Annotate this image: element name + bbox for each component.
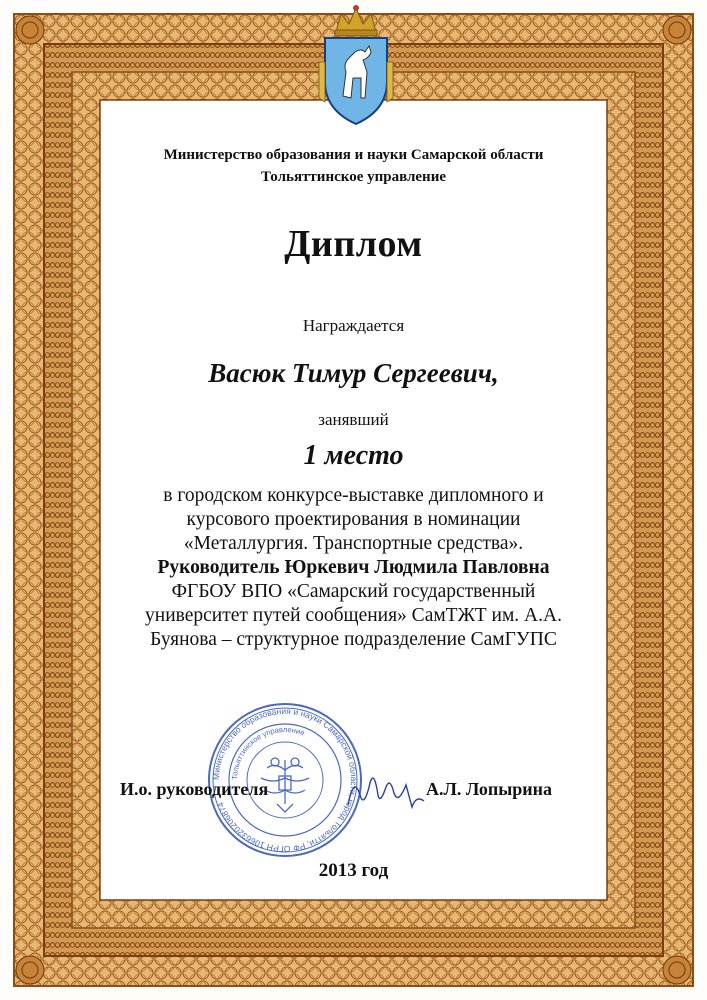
recipient-name: Васюк Тимур Сергеевич, <box>208 358 499 388</box>
stamp-inner-text: Тольяттинское управление <box>229 724 306 781</box>
stamp-outer-text: Министерство образования и науки Самарской области, город Тольятти, РФ ОГРН 1066320206874 <box>210 705 360 855</box>
handwritten-signature-icon <box>340 765 430 815</box>
samara-coat-of-arms-icon <box>313 2 399 130</box>
ministry-header <box>0 144 707 188</box>
signatory-role: И.о. руководителя <box>120 779 269 799</box>
ministry-line-2: Тольяттинское управление <box>260 169 447 185</box>
description-line-2: курсового проектирования в номинации <box>186 509 521 530</box>
place-label: 1 место <box>303 440 404 471</box>
organization-line-2: университет путей сообщения» СамТЖТ им. А.А. <box>145 605 562 626</box>
took-label: занявший <box>318 410 389 429</box>
year-label: 2013 год <box>318 860 389 881</box>
supervisor-line: Руководитель Юркевич Людмила Павловна <box>157 557 550 578</box>
signatory-name: А.Л. Лопырина <box>426 779 553 799</box>
ministry-line-1: Министерство образования и науки Самарской области <box>163 147 544 163</box>
organization-line-3: Буянова – структурное подразделение СамГУПС <box>150 629 557 650</box>
award-description <box>0 484 707 652</box>
svg-text:Тольяттинское управление <box>230 725 306 780</box>
awarded-label: Награждается <box>302 316 405 335</box>
organization-line-1: ФГБОУ ВПО «Самарский государственный <box>171 581 536 602</box>
diploma-title: Диплом <box>284 223 423 265</box>
description-line-3: «Металлургия. Транспортные средства». <box>183 533 524 554</box>
description-line-1: в городском конкурсе-выставке дипломного и <box>163 485 544 506</box>
